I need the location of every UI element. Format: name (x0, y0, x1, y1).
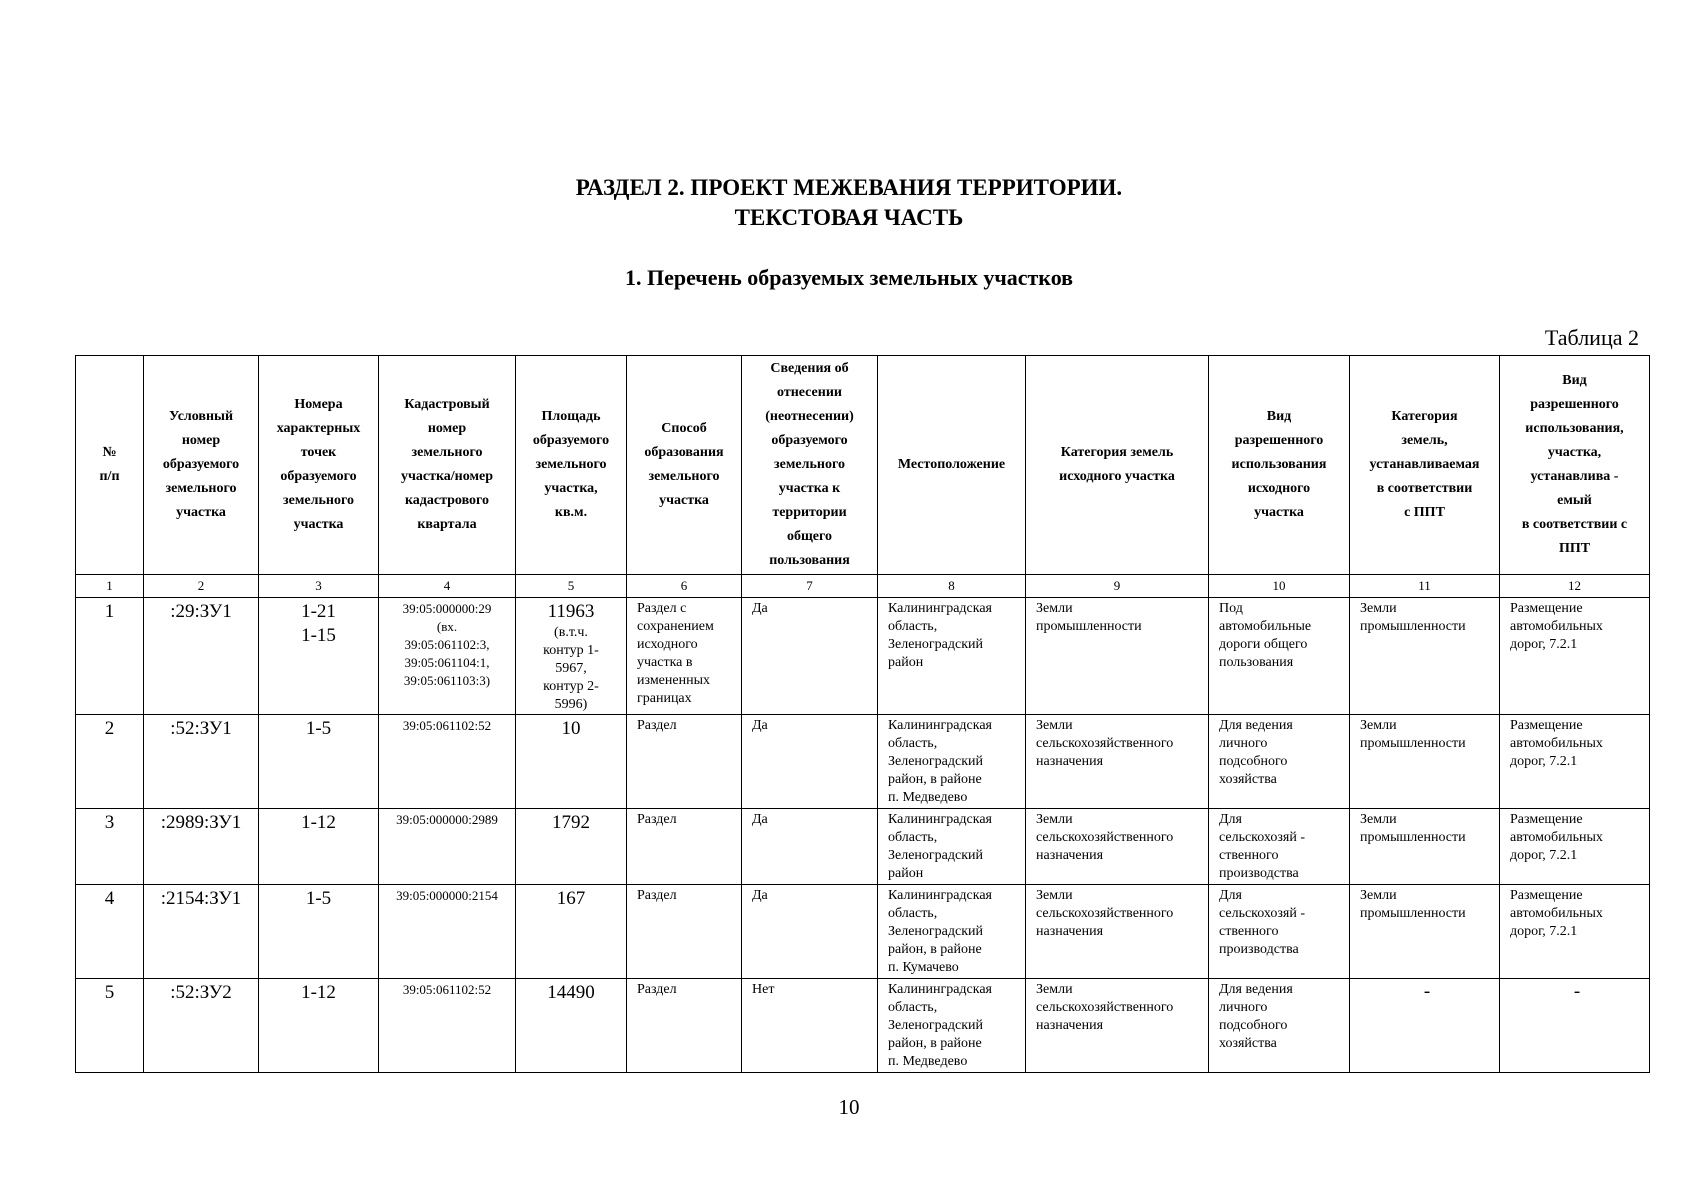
cell-ppt-use: - (1500, 979, 1650, 1073)
cell-source-category: Земли сельскохозяйственного назначения (1026, 979, 1209, 1073)
cell-public-use: Да (742, 715, 878, 809)
cell-source-use: Для сельскохозяй - ственного производства (1209, 809, 1350, 885)
cell-area (516, 809, 627, 885)
cell-source-category: Земли сельскохозяйственного назначения (1026, 885, 1209, 979)
column-number: 9 (1026, 575, 1209, 598)
cell-ppt-use: Размещение автомобильных дорог, 7.2.1 (1500, 809, 1650, 885)
area-value: 1792 (552, 812, 590, 833)
cell-location: Калининградская область, Зеленоградский район, в районе п. Медведево (878, 715, 1026, 809)
header-cell: Сведения об отнесении (неотнесении) образуемого земельного участка к территории общего пользования (742, 356, 878, 575)
cell-method: Раздел с сохранением исходного участка в измененных границах (627, 598, 742, 715)
cell-points: 1-12 (259, 809, 379, 885)
cell-public-use: Да (742, 885, 878, 979)
table-heading: 1. Перечень образуемых земельных участков (624, 265, 1074, 290)
cell-points: 1-5 (259, 715, 379, 809)
cell-points: 1-21 1-15 (259, 598, 379, 715)
cell-ppt-category: Земли промышленности (1350, 598, 1500, 715)
column-number: 1 (76, 575, 144, 598)
cell-num: 2 (76, 715, 144, 809)
cell-ppt-category: - (1350, 979, 1500, 1073)
column-number: 8 (878, 575, 1026, 598)
cell-source-use: Для ведения личного подсобного хозяйства (1209, 715, 1350, 809)
column-number: 12 (1500, 575, 1650, 598)
cell-conditional-number: :52:ЗУ2 (144, 979, 259, 1073)
area-value: 167 (556, 888, 586, 909)
cell-num: 1 (76, 598, 144, 715)
cell-method: Раздел (627, 885, 742, 979)
cell-public-use: Да (742, 809, 878, 885)
table-row (76, 715, 1650, 809)
cell-cadastral-number: 39:05:000000:2989 (379, 809, 516, 885)
header-cell: Вид разрешенного использования, участка, устанавлива - емый в соответствии с ППТ (1500, 356, 1650, 575)
table-row (76, 598, 1650, 715)
column-number: 2 (144, 575, 259, 598)
cell-conditional-number: :2154:ЗУ1 (144, 885, 259, 979)
page-number: 10 (838, 1095, 860, 1119)
cell-points: 1-12 (259, 979, 379, 1073)
cell-num: 3 (76, 809, 144, 885)
cell-ppt-category: Земли промышленности (1350, 809, 1500, 885)
cell-ppt-category: Земли промышленности (1350, 885, 1500, 979)
header-cell: Номера характерных точек образуемого земельного участка (259, 356, 379, 575)
cell-location: Калининградская область, Зеленоградский район (878, 809, 1026, 885)
column-number: 11 (1350, 575, 1500, 598)
cell-method: Раздел (627, 809, 742, 885)
cell-area (516, 885, 627, 979)
table-row (76, 885, 1650, 979)
cell-source-category: Земли сельскохозяйственного назначения (1026, 715, 1209, 809)
cell-source-use: Для сельскохозяй - ственного производства (1209, 885, 1350, 979)
header-cell: Условный номер образуемого земельного участка (144, 356, 259, 575)
area-note: (в.т.ч. контур 1- 5967, контур 2- 5996) (543, 625, 599, 712)
column-number: 6 (627, 575, 742, 598)
cell-conditional-number: :2989:ЗУ1 (144, 809, 259, 885)
cell-public-use: Нет (742, 979, 878, 1073)
cell-method: Раздел (627, 715, 742, 809)
section-title: РАЗДЕЛ 2. ПРОЕКТ МЕЖЕВАНИЯ ТЕРРИТОРИИ. (575, 175, 1123, 200)
cell-source-use: Для ведения личного подсобного хозяйства (1209, 979, 1350, 1073)
cell-area (516, 979, 627, 1073)
header-cell: Вид разрешенного использования исходного участка (1209, 356, 1350, 575)
header-cell: Категория земель исходного участка (1026, 356, 1209, 575)
cell-conditional-number: :29:ЗУ1 (144, 598, 259, 715)
cell-ppt-category: Земли промышленности (1350, 715, 1500, 809)
cell-num: 5 (76, 979, 144, 1073)
area-value: 10 (561, 718, 581, 739)
land-plots-table (75, 355, 1650, 1073)
cell-source-category: Земли сельскохозяйственного назначения (1026, 809, 1209, 885)
area-value: 14490 (547, 982, 595, 1003)
cell-points: 1-5 (259, 885, 379, 979)
cell-method: Раздел (627, 979, 742, 1073)
column-number: 4 (379, 575, 516, 598)
cell-ppt-use: Размещение автомобильных дорог, 7.2.1 (1500, 885, 1650, 979)
area-value: 11963 (547, 601, 595, 622)
cell-area (516, 715, 627, 809)
column-number: 3 (259, 575, 379, 598)
cell-location: Калининградская область, Зеленоградский район, в районе п. Медведево (878, 979, 1026, 1073)
cell-location: Калининградская область, Зеленоградский район (878, 598, 1026, 715)
header-cell: Кадастровый номер земельного участка/номер кадастрового квартала (379, 356, 516, 575)
cell-area (516, 598, 627, 715)
cell-cadastral-number: 39:05:000000:2154 (379, 885, 516, 979)
header-cell: Категория земель, устанавливаемая в соответствии с ППТ (1350, 356, 1500, 575)
header-cell: Площадь образуемого земельного участка, кв.м. (516, 356, 627, 575)
cell-conditional-number: :52:ЗУ1 (144, 715, 259, 809)
cell-num: 4 (76, 885, 144, 979)
cell-ppt-use: Размещение автомобильных дорог, 7.2.1 (1500, 715, 1650, 809)
header-cell: № п/п (76, 356, 144, 575)
header-row (76, 356, 1650, 575)
table-row (76, 979, 1650, 1073)
table-row (76, 809, 1650, 885)
cell-cadastral-number: 39:05:061102:52 (379, 715, 516, 809)
cell-public-use: Да (742, 598, 878, 715)
table-caption: Таблица 2 (1544, 325, 1639, 350)
cell-source-use: Под автомобильные дороги общего пользования (1209, 598, 1350, 715)
header-cell: Способ образования земельного участка (627, 356, 742, 575)
column-number: 5 (516, 575, 627, 598)
cell-cadastral-number: 39:05:061102:52 (379, 979, 516, 1073)
cell-location: Калининградская область, Зеленоградский район, в районе п. Кумачево (878, 885, 1026, 979)
column-number-row (76, 575, 1650, 598)
cell-cadastral-number: 39:05:000000:29 (вх. 39:05:061102:3, 39:05:061104:1, 39:05:061103:3) (379, 598, 516, 715)
cell-ppt-use: Размещение автомобильных дорог, 7.2.1 (1500, 598, 1650, 715)
section-subtitle: ТЕКСТОВАЯ ЧАСТЬ (734, 205, 964, 230)
column-number: 7 (742, 575, 878, 598)
cell-source-category: Земли промышленности (1026, 598, 1209, 715)
header-cell: Местоположение (878, 356, 1026, 575)
column-number: 10 (1209, 575, 1350, 598)
